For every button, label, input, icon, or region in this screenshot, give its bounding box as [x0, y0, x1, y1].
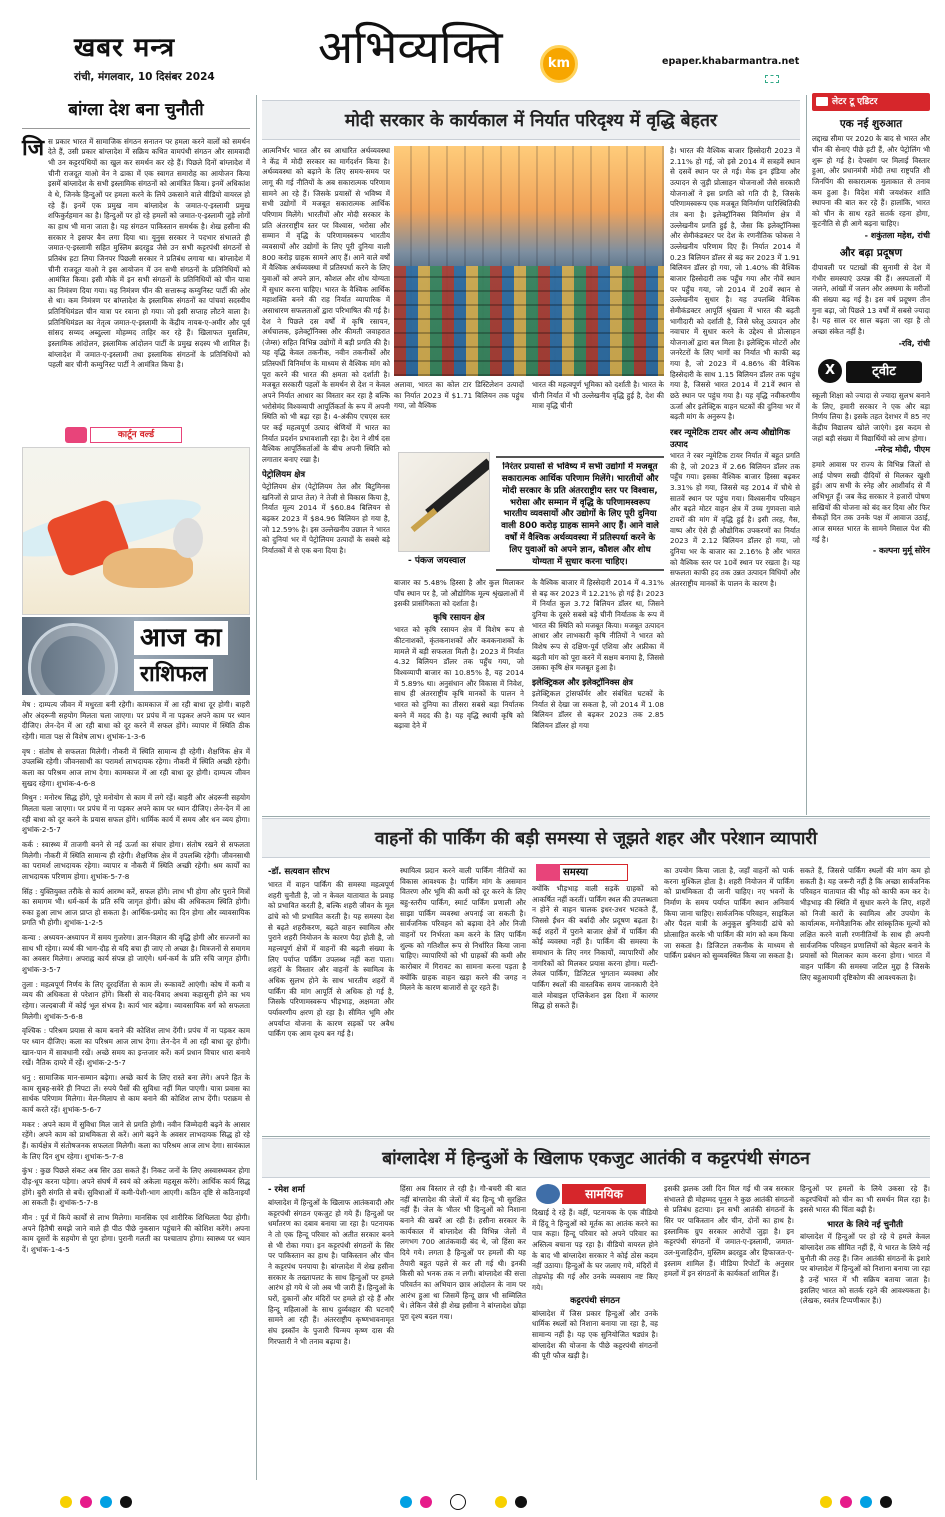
horoscope-title-1: आज का [134, 621, 228, 655]
horoscope-item: धनु : सामाजिक मान-सम्मान बढ़ेगा। अच्छे कार्य के लिए रास्ते बना लेंगे। अपने हित के काम सुबह-सवेरे ही निपटा लें। रुपये पैसों की सुविधा नहीं मिल पाएगी। यात्रा प्रवास का सार्थक परिणाम मिलेगा। मेल-मिलाप से काम बनाने की कोशिश लाभ देंगी। पराक्रम से कार्य करते रहें। शुभांक-5-6-7 [22, 1073, 250, 1114]
km-logo [540, 45, 578, 83]
horoscope-item: कर्क : स्वास्थ्य में ताजगी बनने से नई ऊर्जा का संचार होगा। संतोष रखने से सफलता मिलेगी। नौकरी में स्थिति सामान्य ही रहेगी। शैक्षणिक क्षेत्र में उपलब्धि रहेगी। जीवनसाथी का परामर्श लाभदायक रहेगा। व्यापार व नौकरी में स्थिति अच्छी रहेगी। श्रम कार्यों का लाभदायक परिणाम होगा। शुभांक-5-7-8 [22, 839, 250, 881]
main-col1-subhead: पेट्रोलियम क्षेत्र [262, 469, 306, 480]
horoscope-item: कुंभ : कुछ पिछले संकट अब सिर उठा सकते हैं। निकट जनों के लिए अस्वास्थ्यकर होगा दौड़-धूप करना पड़ेगा। अपने संघर्ष में स्वयं को अकेला महसूस करेंगे। आर्थिक कार्य सिद्ध होंगे। बुरी संगति से बचें। सुविधाओं में कमी-पेशी-भाग आएगी। कठिन दृष्टि से कठिनाइयाँ आ सकती हैं। शुभांक-5-7-8 [22, 1166, 250, 1208]
color-mark [515, 1496, 527, 1508]
zodiac-wheel-icon [28, 623, 118, 695]
horoscope-item: वृश्चिक : परिश्रम प्रयास से काम बनाने की कोशिश लाभ देंगी। प्रपंच में ना पड़कर काम पर ध्यान दीजिए। कला का परिश्रम आज लाभ देगा। लेन-देन में आ रही बाधा दूर होगी। खान-पान में सावधानी रखें। अच्छे समय का इन्तजार करें। कर्म प्रधान विचार धारा बनाये रखें। नैतिक दायरे में रहें। शुभांक-2-5-7 [22, 1026, 250, 1068]
cartoon-label: कार्टून वर्ल्ड [117, 430, 155, 440]
bangladesh-headline-band [262, 1138, 930, 1178]
bangladesh-col-5 [800, 1184, 930, 1478]
bangladesh-subhead-2: भारत के लिये नई चुनौती [826, 1219, 903, 1230]
editorial-dropcap: जि [22, 134, 45, 161]
letter2-sign: -रवि, रांची [898, 338, 930, 348]
photo-caption-right: भारत की महत्वपूर्ण भूमिका को दर्शाती है। भारत के चीनी निर्यात में भी उल्लेखनीय वृद्धि हुई है, देश की मात्रा वृद्धि चीनी [532, 380, 664, 411]
column-divider [256, 95, 257, 1480]
handshake-icon [536, 1184, 560, 1204]
letter1-title: एक नई शुरुआत [839, 118, 903, 130]
main-col1-subtext: पेट्रोलियम क्षेत्र (पेट्रोलियम तेल और बिटुमिनस खनिजों से प्राप्त तेल) ने तेजी से विकास किया है, निर्यात मूल्य 2014 में $60.84 बिलियन से बढ़कर 2023 में $84.96 बिलियन हो गया है, जो 12.59% है। इस उल्लेखनीय उछाल ने भारत को दुनियां भर में पेट्रोलियम उत्पादों के सबसे बड़े निर्यातकों में से एक बना दिया है। [262, 482, 390, 555]
pullquote [496, 456, 664, 571]
km-logo-text: km [547, 56, 571, 71]
decor-dots-icon [765, 75, 779, 83]
main-col-4 [670, 146, 800, 811]
horoscope-header [22, 617, 250, 695]
photo-caption-left: अलावा, भारत का कोल टार डिस्टिलेशन उत्पादों का निर्यात 2023 में $1.71 बिलियन तक पहुंच गया, जो वैश्विक [394, 380, 524, 411]
column-divider [806, 95, 807, 815]
color-mark [420, 1496, 432, 1508]
letter1-sign: - शकुंतला महेश, रांची [864, 231, 930, 241]
editorial-text: स प्रकार भारत में सामाजिक संगठन सनातन पर हमला करने वालों को समर्थन देते हैं, उसी प्रकार बांग्लादेश में सक्रिय कथित वामपंथी संगठन और सामवादी भी उन कट्टरपंथियों का खुल कर समर्थन कर रहे हैं। पिछले दिनों बांग्लादेश में चीनी राजदूत याओ वेन ने ढाका में एक स्वागत समारोह का आयोजन किया इसमें बांग्लादेश के सभी इस्लामिक संगठनों को आमंत्रित किया। इनमें अधिकांश वे थे, जिनके हिन्दुओं पर हमला करने के लिये उकसाने वाले वीडियो वायरल हो रहे हैं। इनमें एक प्रमुख नाम बांग्लादेश के जमात-ए-इस्लामी प्रमुख शफिकुर्रहमान का है। हिन्दुओं पर हो रहे हमलों को जमात-ए-इस्लामी जुड़े लोगों का हाथ भी माना जाता है। यह संगठन पाकिस्तान समर्थक है। शेख हसीना की सरकार ने इसपर बैन लगा दिया था। यूनुस सरकार ने पदभार संभालते ही जमात-ए-इस्लामी सहित मुस्लिम ब्रदरहुड जैसे उन सभी कट्टरपंथी संगठनों से प्रतिबंध हटा लिया जिनपर पिछली सरकार ने प्रतिबंध लगाया था। बांग्लादेश में चीनी राजदूत याओ ने इस आयोजन में उन सभी संगठनों के प्रतिनिधियों को आमंत्रित किया। इसी मौके में इन सभी संगठनों के प्रतिनिधियों को चीन यात्रा का निमंत्रण दिया गया। यह निमंत्रण चीन की सत्तारूढ़ कम्युनिस्ट पार्टी की ओर से था। कम निमंत्रण पर बांग्लादेश के इस्लामिक संगठनों का पांचवां सदस्यीय प्रतिनिधिमंडल चीन यात्रा पर रवाना हो गया। जो इसी सप्ताह लौटने वाला है। प्रतिनिधिमंडल का नेतृत्व जमात-ए-इस्लामी के केंद्रीय नायब-ए-अमीर और पूर्व सांसद सय्यद अब्दुल्ला मोहम्मद ताहिर कर रहे हैं। खिलाफत मुसलिम, इस्लामिक आंदोलन, इस्लामिक आंदोलन पार्टी के प्रमुख सदस्य भी शामिल हैं। बांग्लादेश में जमात-ए-इस्लामी तथा इस्लामिक संगठनों के प्रतिनिधियों को पहली बार चीनी कम्युनिस्ट पार्टी ने आमंत्रित किया है। [48, 136, 250, 370]
section-rule [262, 1136, 930, 1137]
letters-label: लेटर टू एडिटर [832, 97, 878, 107]
bangladesh-text-4: इसकी झलक उसी दिन मिल गई थी जब सरकार संभालते ही मोहम्मद यूनुस ने कुछ आतंकी संगठनों से प्रतिबंध हटाया। इन सभी आतंकी संगठनों के सिर पर पाकिस्तान और चीन, दोनों का हाथ है। इस्लामिक ग्रुप सरकार आरोपों जुड़ा है। इन कट्टरपंथी संगठनों में जमात-ए-इस्लामी, जमात-उल-मुजाहिदीन, मुस्लिम ब्रदरहुड और हिफाजत-ए-इस्लाम शामिल हैं। मीडिया रिपोर्टों के अनुसार हमलों में इन संगठनों के कार्यकर्ता शामिल हैं। [664, 1184, 794, 1279]
cartoon-label-bar [90, 427, 182, 443]
pen-image [398, 452, 490, 552]
parking-text-4: का उपयोग किया जाता है, जहाँ वाहनों को पार्क करना मुश्किल होता है। शहरी नियोजन में पार्किंग को प्राथमिकता दी जानी चाहिए। नए भवनों के निर्माण के समय पर्याप्त पार्किंग स्थान अनिवार्य किया जाना चाहिए। सार्वजनिक परिवहन, साइकिल और पैदल यात्री के अनुकूल बुनियादी ढांचे को प्रोत्साहित करके भी पार्किंग की मांग को कम किया जा सकता है। डिजिटल तकनीक के माध्यम से पार्किंग प्रबंधन को सुव्यवस्थित किया जा सकता है। [664, 866, 794, 961]
tweet1-text: स्कूली शिक्षा को ज्यादा से ज्यादा सुलभ बनाने के लिए, हमारी सरकार ने एक और बड़ा निर्णय लिया है। इसके तहत देशभर में 85 नए केंद्रीय विद्यालय खोले जाएंगे। इस कदम से जहां बड़ी संख्या में विद्यार्थियों को लाभ होगा। [812, 391, 930, 443]
letters-section [812, 95, 930, 815]
notes-icon [536, 864, 560, 881]
letter2-text: दीपावली पर पटाखों की सुनामी से देश में गंभीर समस्याएं उत्पन्न की हैं। अस्पतालों में जलने, आंखों में जलन और अस्थमा के मरीजों की संख्या बढ़ गई है। इस वर्ष प्रदूषण तीन गुना बढ़ा, जो पिछले 13 वर्षों में सबसे ज्यादा है। यह साल दर साल बढ़ता जा रहा है तो अच्छा संकेत नहीं है। [812, 262, 930, 336]
bangladesh-text-3: दिखाई दे रहे हैं। वहीं, पटनायक के एक वीडियो में हिंदू ने हिन्दुओं को मूर्तक का आतंक करने का पात्र कहा। हिन्दू परिवार को अपने परिवार का अस्तित्व बचाना पड़ रहा है। वीडियो वायरल होने के बाद भी बांग्लादेश सरकार ने कोई ठोस कदम नहीं उठाया। हिन्दुओं के घर जलाए गये, मंदिरों में तोड़फोड़ की गई और उनके व्यवसाय नष्ट किए गये। [532, 1208, 658, 1292]
main-col1-text: आत्मनिर्भर भारत और स्व आधारित अर्थव्यवस्था ने केंद्र में मोदी सरकार का मार्गदर्शन किया है। अर्थव्यवस्था को बढ़ाने के लिए समय-समय पर लागू की गई नीतियों के अब सकारात्मक परिणाम सामने आ रहे हैं। जिसके प्रयासों से भविष्य में सभी उद्योगों में मजबूत सकारात्मक आर्थिक परिणाम मिलेंगे। भारतीयों और मोदी सरकार के प्रति अंतरराष्ट्रीय स्तर पर विश्वास, भरोसा और सम्मान में वृद्धि के परिणामस्वरूप भारतीय व्यवसायों और उद्योगों के लिए पूरी दुनिया वाली 800 करोड़ ग्राहक सामने आए हैं। आने वाले वर्षों में वैश्विक अर्थव्यवस्था में प्रतिस्पर्धा करने के लिए युवाओं को अपने ज्ञान, कौशल और शोध योग्यता में सुधार करना चाहिए। भारत के वैश्विक आर्थिक महाशक्ति बनने की राह निर्यात व्यापारिक में असाधारण सफलताओं द्वारा परिभाषित की गई है। देश ने पिछले दस वर्षों में कृषि रसायन, अर्धचालक, इलेक्ट्रॉनिक्स और कीमती जवाहरात (जेम्स) सहित विभिन्न उद्योगों में बड़ी प्रगति की है। यह वृद्धि केवल तकनीक, नवीन तकनीकों और प्रतिस्पर्धी विनिर्माण के माध्यम से वैश्विक मांग को पूरा करने की भारत की क्षमता को दर्शाती है। मजबूत सरकारी पहलों के समर्थन से देश न केवल अपने निर्यात आधार का विस्तार कर रहा है बल्कि भरोसेमंद विश्वव्यापी आपूर्तिकर्ता के रूप में अपनी स्थिति को भी बढ़ा रहा है। 4-अंकीय एचएस स्तर पर कई महत्वपूर्ण उत्पाद श्रेणियों में भारत का निर्यात प्रदर्शन प्रभावशाली रहा है। देश ने शीर्ष दस वैश्विक आपूर्तिकर्ताओं के बीच अपनी स्थिति को लगातार बनाए रखा है। [262, 146, 390, 465]
bangladesh-text-1: बांग्लादेश में हिन्दुओं के खिलाफ आतंकवादी और कट्टरपंथी संगठन एकजुट हो गये हैं। हिन्दुओं पर धर्मांतरण का दबाव बनाया जा रहा है। पटनायक ने तो एक हिन्दू परिवार को अतीत सरकार बनने से भी रोका गया। इन कट्टरपंथी संगठनों के सिर पर पाकिस्तान का हाथ है। पाकिस्तान और चीन ने कट्टरपंथ पनपाया है। बांग्लादेश में शेख हसीना सरकार के तख्तापलट के साथ हिन्दुओं पर हमले आरंभ हो गये थे जो अब भी जारी हैं। हिन्दुओं के घरों, दुकानों और मंदिरों पर हमले हो रहे हैं और हिन्दू महिलाओं के साथ दुर्व्यवहार की घटनाएँ सामने आ रही हैं। अंतरराष्ट्रीय कृष्णभावनामृत संघ इस्कॉन के पुजारी चिन्मय कृष्ण दास की गिरफ्तारी ने भी तनाव बढ़ाया है। [268, 1198, 394, 1346]
letters-label-bar [812, 93, 930, 111]
tweet-label: ट्वीट [846, 361, 922, 383]
letter2-title: और बढ़ा प्रदूषण [839, 246, 903, 259]
horoscope-item: मिथुन : मनोरथ सिद्ध होंगे, पूरे मनोयोग से काम में लगे रहें। बाहरी और अंदरूनी सहयोग मिलता चला जाएगा। पर प्रपंच में ना पड़कर अपने काम पर ध्यान दीजिए। लेन-देन में आ रही बाधा को दूर करने के प्रयास सफल होंगे। धार्मिक कार्य में समय और धन व्यय होगा। शुभांक-2-5-7 [22, 793, 250, 835]
section-rule [262, 816, 930, 817]
color-mark [840, 1496, 852, 1508]
cartoon-image [22, 447, 250, 615]
main-headline-band [262, 100, 800, 140]
tweet-label-bar [812, 357, 930, 385]
main-col2-subtext: भारत को कृषि रसायन क्षेत्र में विशेष रूप से कीटनाशकों, कृंतकनाशकों और कवकनाशकों के मामले में बड़ी सफलता मिली है। 2023 में निर्यात 4.32 बिलियन डॉलर तक पहुँच गया, जो विश्वव्यापी बाजार का 10.85% है, यह 2014 में 5.89% था। अनुसंधान और विकास में निवेश, साथ ही अंतरराष्ट्रीय कृषि मानकों के पालन ने भारत को दुनिया का तीसरा सबसे बड़ा निर्यातक बनने में मदद की है। यह वृद्धि स्थायी कृषि को बढ़ावा देने में [394, 625, 524, 731]
bangladesh-text-5: हिन्दुओं पर हमलों के लिये उकसा रहे हैं। कट्टरपंथियों को चीन का भी समर्थन मिल रहा है। इससे भारत की चिंता बढ़ी है। [800, 1184, 930, 1215]
color-mark [495, 1496, 507, 1508]
tweet2-sign: - कल्पना मुर्मू सोरेन [872, 546, 930, 556]
main-col-3 [532, 578, 664, 811]
bangladesh-col-3 [532, 1208, 658, 1478]
color-mark [80, 1496, 92, 1508]
horoscope-item: सिंह : युक्तियुक्त तरीके से कार्य आरम्भ करें, सफल होंगे। लाभ भी होगा और पुराने मित्रों का समागम भी। धर्म-कर्म के प्रति रुचि जागृत होगी। क्रोध की अधिकतम स्थिति होगी। रुका हुआ लाभ आज प्राप्त हो सकता है। आर्थिक-प्रमोद का दिन होगा और व्यावसायिक प्रगति भी होगी। शुभांक-1-2-5 [22, 886, 250, 928]
color-mark [400, 1496, 412, 1508]
bangladesh-headline: बांग्लादेश में हिन्दुओं के खिलाफ एकजुट आतंकी व कट्टरपंथी संगठन [382, 1149, 810, 1169]
editorial-title: बांग्ला देश बना चुनौती [22, 95, 250, 129]
bangladesh-subtext-2: बांग्लादेश में हिन्दुओं पर हो रहे ये हमले केवल बांग्लादेश तक सीमित नहीं हैं, ये भारत के लिये नई चुनौती की तरह हैं। जिन आतंकी संगठनों के इशारे पर बांग्लादेश में हिन्दुओं को निशाना बनाया जा रहा है उन्हें भारत में भी सक्रिय बताया जाता है। इसलिए भारत को सतर्क रहने की आवश्यकता है। (लेखक, स्वतंत्र टिप्पणीकार हैं।) [800, 1232, 930, 1306]
masthead [0, 0, 945, 95]
bangladesh-author: - रमेश शर्मा [268, 1185, 305, 1195]
section-title: अभिव्यक्ति [318, 20, 503, 74]
envelope-icon [816, 97, 828, 106]
parking-headline-band [262, 818, 930, 858]
main-headline: मोदी सरकार के कार्यकाल में निर्यात परिदृश्य में वृद्धि बेहतर [344, 111, 718, 131]
bangladesh-tag [536, 1184, 648, 1204]
parking-tag [536, 864, 628, 881]
main-col3-subhead: इलेक्ट्रिकल और इलेक्ट्रॉनिक्स क्षेत्र [532, 676, 634, 687]
color-mark [880, 1496, 892, 1508]
color-mark [120, 1496, 132, 1508]
bangladesh-subtext-1: बांग्लादेश में जिस प्रकार हिन्दुओं और उनके धार्मिक स्थलों को निशाना बनाया जा रहा है, वह सामान्य नहीं है। यह एक सुनियोजित षड्यंत्र है। बांग्लादेश की योजना के पीछे कट्टरपंथी संगठनों की पूरी फौज खड़ी है। [532, 1308, 658, 1361]
main-col3-text: के वैश्विक बाजार में हिस्सेदारी 2014 में 4.31% से बढ़ कर 2023 में 12.21% हो गई है। 2023 में निर्यात कुल 3.72 बिलियन डॉलर था, जिसने दुनिया के दूसरे सबसे बड़े चीनी निर्यातक के रूप में भारत की स्थिति को मजबूत किया। मजबूत उत्पादन आधार और लाभकारी कृषि नीतियों ने भारत को विशेष रूप से दक्षिण-पूर्व एशिया और अफ्रीका में बढ़ती मांग को पूरा करने में सक्षम बनाया है, जिससे उसका कृषि क्षेत्र मजबूत हुआ है। [532, 578, 664, 673]
main-col-2 [394, 578, 524, 811]
envelope-icon [65, 427, 87, 443]
color-mark [820, 1496, 832, 1508]
editorial-section [22, 95, 250, 407]
main-col-1 [262, 146, 390, 811]
tweet2-text: हमारे आवास पर राज्य के विभिन्न जिलों से आई पोषण सखी दीदियों से मिलकर खुशी हुई। आप सभी के स्नेह और आशीर्वाद से मैं अभिभूत हूँ। जब केंद्र सरकार ने हजारों पोषण सखियों की योजना को बंद कर दिया और फिर सैकड़ों दिन तक उनके पक्ष में आवाज उठाई, आज समस्त भारत के सामने मिसाल पेश की गई है। [812, 460, 930, 544]
epaper-link[interactable]: epaper.khabarmantra.net [662, 56, 800, 67]
port-photo [394, 146, 664, 376]
horoscope-item: कन्या : अध्ययन-अध्यापन में समय गुजरेगा। ज्ञान-विज्ञान की वृद्धि होगी और सज्जनों का साथ भी रहेगा। व्यर्थ की भाग-दौड़ से यदि बचा ही जाए तो अच्छा है। मित्रजनों से समागम का अवसर मिलेगा। अपराह्न कार्य संपन्न हो जाएंगे। धर्म-कर्म के प्रति रुचि जागृत होगी। शुभांक-3-5-7 [22, 933, 250, 975]
parking-tag-label: समस्या [563, 867, 589, 878]
main-col2-text: बाजार का 5.48% हिस्सा है और कुल मिलाकर पाँच स्थान पर है, जो औद्योगिक मूल्य श्रृंखलाओं में इसकी प्रासंगिकता को दर्शाता है। [394, 578, 524, 609]
horoscope-item: वृष : संतोष से सफलता मिलेगी। नौकरी में स्थिति सामान्य ही रहेगी। शैक्षणिक क्षेत्र में उपलब्धि रहेगी। जीवनसाथी का परामर्श लाभदायक रहेगा। नौकरी में स्थिति अच्छी रहेगी। कला का परिश्रम आज लाभ देगा। कामकाज में आ रही बाधा दूर होगी। दाम्पत्य जीवन सुखद रहेगा। शुभांक-4-6-8 [22, 746, 250, 788]
paper-name: खबर मन्त्र [74, 33, 176, 63]
cartoon-box [22, 425, 250, 615]
parking-text-1: भारत में वाहन पार्किंग की समस्या महत्वपूर्ण शहरी चुनौती है, जो न केवल यातायात के प्रवाह को प्रभावित करती है, बल्कि शहरी जीवन के मूल ढांचे को भी प्रभावित करती है। यह समस्या देश से बढ़ते शहरीकरण, बढ़ते वाहन स्वामित्व और पुराने शहरी नियोजन के कारण पैदा होती है, जो महत्त्वपूर्ण क्षेत्रों में वाहनों की बढ़ती संख्या के लिए पर्याप्त पार्किंग उपलब्ध नहीं करा पाता। शहरों के विस्तार और वाहनों के स्वामित्व के अधिक सुलभ होने के साथ भारतीय शहरों में पार्किंग की मांग आपूर्ति से अधिक हो गई है, जिसके परिणामस्वरूप भीड़भाड़, अक्षमता और पर्यावरणीय क्षरण हो रहा है। सीमित भूमि और अपर्याप्त योजना के कारण सड़कों पर अवैध पार्किंग एक आम दृश्य बन गई है। [268, 880, 394, 1039]
letter1-text: लद्दाख सीमा पर 2020 के बाद से भारत और चीन की सेनाएं पीछे हटी हैं, और पेट्रोलिंग भी शुरू हो गई है। देपसांग पर मिलाई विस्तार हुआ, और प्रधानमंत्री मोदी तथा राष्ट्रपति शी जिनपिंग की सकारात्मक मुलाकात से तनाव कम हुआ है। विदेश मंत्री जयशंकर शांति स्थापना की बात कर रहे हैं। हालांकि, भारत को चीन के साथ रहते सतर्क रहना होगा, कूटनीति से ही आगे बढ़ना चाहिए। [812, 134, 930, 229]
bangladesh-text-2: हिंसा अब विस्तार ले रही है। गौ-बचरी की बात नहीं बांग्लादेश की जेलों में बंद हिन्दू भी सुरक्षित नहीं हैं। जेल के भीतर भी हिन्दुओं को निशाना बनाने की खबरें आ रही हैं। हसीना सरकार के कार्यकाल में बांग्लादेश की विभिन्न जेलों में लगभग 700 आतंकवादी बंद थे, जो हिंसा कर दिये गये। लगता है हिन्दुओं पर हमलों की यह तैयारी बहुत पहले से कर ली गई थी। इनकी किसी को भनक तक न लगी। बांग्लादेश की सत्ता परिवर्तन का अभियान छात्र आंदोलन के नाम पर आरंभ हुआ था जिसमें हिन्दू छात्र भी सम्मिलित थे। लेकिन जैसे ही शेख हसीना ने बांग्लादेश छोड़ा पूरा दृश्य बदल गया। [400, 1184, 526, 1321]
bangladesh-tag-label: सामयिक [562, 1184, 646, 1204]
parking-headline: वाहनों की पार्किंग की बड़ी समस्या से जूझते शहर और परेशान व्यापारी [374, 829, 818, 849]
main-col4-text: है। भारत की वैश्विक बाजार हिस्सेदारी 2023 में 2.11% हो गई, जो इसे 2014 में सत्रहवें स्थान से दसवें स्थान पर ले गई। मेक इन इंडिया और उत्पादन से जुड़ी प्रोत्साहन योजनाओं जैसे सरकारी योजनाओं ने इस प्रगति को गति दी है, जिसके परिणामस्वरूप एक मजबूत विनिर्माण पारिस्थितिकी तंत्र बना है। इलेक्ट्रॉनिक्स विनिर्माण क्षेत्र में उल्लेखनीय प्रगति हुई है, जैसा कि इलेक्ट्रॉनिक्स और सेमीकंडक्टर पर देश के रणनीतिक फोकस ने उल्लेखनीय परिणाम दिए हैं। निर्यात 2014 में 0.23 बिलियन डॉलर से बढ़ कर 2023 में 1.91 बिलियन डॉलर हो गया, जो 1.40% की वैश्विक बाजार हिस्सेदारी तक पहुँच गया और नौवें स्थान पर पहुँच गया, जो 2014 में 20वें स्थान से उल्लेखनीय सुधार है। यह उपलब्धि वैश्विक सेमीकंडक्टर आपूर्ति श्रृंखला में भारत की बढ़ती भागीदारी को दर्शाती है, जिसे घरेलू उत्पादन और नवाचार में सुधार करने के उद्देश्य से प्रोत्साहन योजनाओं द्वारा बल मिला है। इलेक्ट्रिक मोटरों और जनरेटरों के लिए भागों का निर्यात भी काफी बढ़ गया है, जो 2023 में 4.86% की वैश्विक हिस्सेदारी के साथ 1.15 बिलियन डॉलर तक पहुंच गया है, जिससे भारत 2014 में 21वें स्थान से छठे स्थान पर पहुंच गया है। यह वृद्धि नवीकरणीय ऊर्जा और इलेक्ट्रिक वाहन घटकों की दुनिया भर में बढ़ती मांग के अनुरूप है। [670, 146, 800, 422]
horoscope-item: मीन : पूर्व में किये कार्यों से लाभ मिलेगा। मानसिक एवं शारीरिक शिथिलता पैदा होगी। अपने हितैषी समझे जाने वाले ही पीठ पीछे नुकसान पहुंचाने की कोशिश करेंगे। अपना काम दूसरों के सहयोग से पूरा होगा। पुरानी गलती का पश्चाताप होगा। स्वास्थ्य पर ध्यान दें। शुभांक-1-4-5 [22, 1212, 250, 1254]
dateline: रांची, मंगलवार, 10 दिसंबर 2024 [74, 71, 215, 83]
horoscope-item: मेष : दाम्पत्य जीवन में मधुरता बनी रहेगी। कामकाज में आ रही बाधा दूर होगी। बाहरी और अंदरूनी सहयोग मिलता चला जाएगा। पर प्रपंच में ना पड़कर अपने काम पर ध्यान दीजिए। लेन-देन में आ रही बाधा को दूर करने में सफल होंगे। व्यापार में स्थिति ठीक रहेगी। माता पक्ष से विशेष लाभ। शुभांक-1-3-6 [22, 700, 250, 741]
main-col4-subhead: रबर न्यूमेटिक टायर और अन्य औद्योगिक उत्पाद [670, 427, 790, 450]
color-mark [60, 1496, 72, 1508]
parking-author: -डॉ. सत्यवान सौरभ [268, 867, 330, 877]
pullquote-text: निरंतर प्रयासों से भविष्य में सभी उद्योगों में मजबूत सकारात्मक आर्थिक परिणाम मिलेंगे। भारतीयों और मोदी सरकार के प्रति अंतरराष्ट्रीय स्तर पर विश्वास, भरोसा और सम्मान में वृद्धि के परिणामस्वरूप भारतीय व्यवसायों और उद्योगों के लिए पूरी दुनिया वाली 800 करोड़ ग्राहक सामने आए हैं। आने वाले वर्षों में वैश्विक अर्थव्यवस्था में प्रतिस्पर्धा करने के लिए युवाओं को अपने ज्ञान, कौशल और शोध योग्यता में सुधार करना चाहिए। [501, 462, 659, 566]
crosshair-icon [450, 1494, 466, 1510]
color-mark [860, 1496, 872, 1508]
parking-text-2: स्थायित्व प्रदान करने वाली पार्किंग नीतियों का विकास आवश्यक है। पार्किंग मांग के असमान वितरण और भूमि की कमी को दूर करने के लिए बहु-स्तरीय पार्किंग, स्मार्ट पार्किंग प्रणाली और साझा पार्किंग व्यवस्था अपनाई जा सकती है। सार्वजनिक परिवहन को बढ़ावा देने और निजी वाहनों पर निर्भरता कम करने के लिए पार्किंग शुल्क को गतिशील रूप से निर्धारित किया जाना चाहिए। व्यापारियों को भी ग्राहकों की कमी और कारोबार में गिरावट का सामना करना पड़ता है क्योंकि ग्राहक वाहन खड़ा करने की जगह न मिलने के कारण बाजारों से दूर रहते हैं। [400, 866, 526, 993]
horoscope-list [22, 700, 250, 1480]
main-col2-subhead: कृषि रसायन क्षेत्र [433, 612, 485, 623]
parking-text-5: सकते हैं, जिससे पार्किंग स्थलों की मांग कम हो सकती है। यह जरूरी नहीं है कि अच्छा सार्वजनिक परिवहन यातायात की भीड़ को काफी कम कर दे। भीड़भाड़ की स्थिति में सुधार करने के लिए, शहरों को निजी कारों के स्वामित्व और उपयोग के कार्यात्मक, मनोवैज्ञानिक और सांस्कृतिक मूल्यों को लक्षित करने वाली रणनीतियों के साथ ही अपनी सार्वजनिक परिवहन प्रणालियों को बेहतर बनाने के प्रयासों को मिलाकर काम करना होगा। भारत में वाहन पार्किंग की समस्या जटिल मुद्दा है जिसके लिए बहुआयामी दृष्टिकोण की आवश्यकता है। [800, 866, 930, 982]
bangladesh-subhead-1: कट्टरपंथी संगठन [570, 1296, 620, 1307]
main-col4-subtext: भारत ने रबर न्यूमेटिक टायर निर्यात में बहुत प्रगति की है, जो 2023 में 2.66 बिलियन डॉलर तक पहुँच गया। इसका वैश्विक बाजार हिस्सा बढ़कर 3.31% हो गया, जिससे यह 2014 में चौथे से सातवें स्थान पर पहुंच गया। विश्वसनीय परिवहन और बढ़ते मोटर वाहन क्षेत्र में उच्च गुणवत्ता वाले टायरों की मांग में वृद्धि हुई है। इसी तरह, गैस, वाष्प और ऐसे ही औद्योगिक उपकरणों का निर्यात 2023 में 2.12 बिलियन डॉलर हो गया, जो दुनिया भर के बाजार का 2.16% है और भारत को वैश्विक स्तर पर 10वें स्थान पर रखता है। यह सफलता काफी हद तक उन्नत उत्पादन विधियों और अंतरराष्ट्रीय मानकों के पालन के कारण है। [670, 451, 800, 588]
author-name: - पंकज जयस्वाल [408, 556, 466, 566]
main-col3-subtext: इलेक्ट्रिकल ट्रांसफॉर्मर और संबंधित घटकों के निर्यात से देखा जा सकता है, जो 2014 में 1.08 बिलियन डॉलर से बढ़कर 2023 तक 2.85 बिलियन डॉलर हो गया [532, 688, 664, 730]
x-logo-icon: X [818, 359, 842, 383]
tweet1-sign: -नरेन्द्र मोदी, पीएम [874, 445, 930, 455]
print-marks-bottom [0, 1488, 945, 1517]
color-mark [100, 1496, 112, 1508]
horoscope-item: तुला : महत्वपूर्ण निर्णय के लिए दूरदर्शिता से काम लें। रूकावटें आएंगी। कोष में कमी व व्यय की अधिकता से परेशान होंगे। किसी से वाद-विवाद अथवा कहासुनी होने का भय रहेगा। जल्दबाजी में कोई भूल संभव है। कार्य भार बढ़ेगा। व्यावसायिक वर्ग को सफलता मिलेगी। शुभांक-5-6-8 [22, 979, 250, 1021]
horoscope-title-2: राशिफल [134, 659, 213, 691]
parking-text-3: क्योंकि भीड़भाड़ वाली सड़कें ग्राहकों को आकर्षित नहीं करतीं। पार्किंग स्थल की उपलब्धता न होने से वाहन चालक इधर-उधर भटकते हैं, जिससे ईंधन की बर्बादी और प्रदूषण बढ़ता है। कई शहरों में पुराने बाजार क्षेत्रों में पार्किंग की कोई व्यवस्था नहीं है। पार्किंग की समस्या के समाधान के लिए नगर निकायों, व्यापारियों और नागरिकों को मिलकर प्रयास करना होगा। मल्टी-लेवल पार्किंग, डिजिटल भुगतान व्यवस्था और पार्किंग स्थलों की वास्तविक समय जानकारी देने वाले मोबाइल एप्लिकेशन इस दिशा में कारगर सिद्ध हो सकते हैं। [532, 884, 658, 1011]
horoscope-item: मकर : अपने काम में सुविधा मिल जाने से प्रगति होगी। नवीन जिम्मेदारी बढ़ने के आसार रहेंगे। अपने काम को प्राथमिकता से करें। आगे बढ़ने के अवसर लाभदायक सिद्ध हो रहे हैं। कार्यक्षेत्र में संतोषजनक सफलता मिलेगी। कला का परिश्रम आज लाभ देगा। सायंकाल के लिए दिन शुभ रहेगा। शुभांक-5-7-8 [22, 1119, 250, 1161]
